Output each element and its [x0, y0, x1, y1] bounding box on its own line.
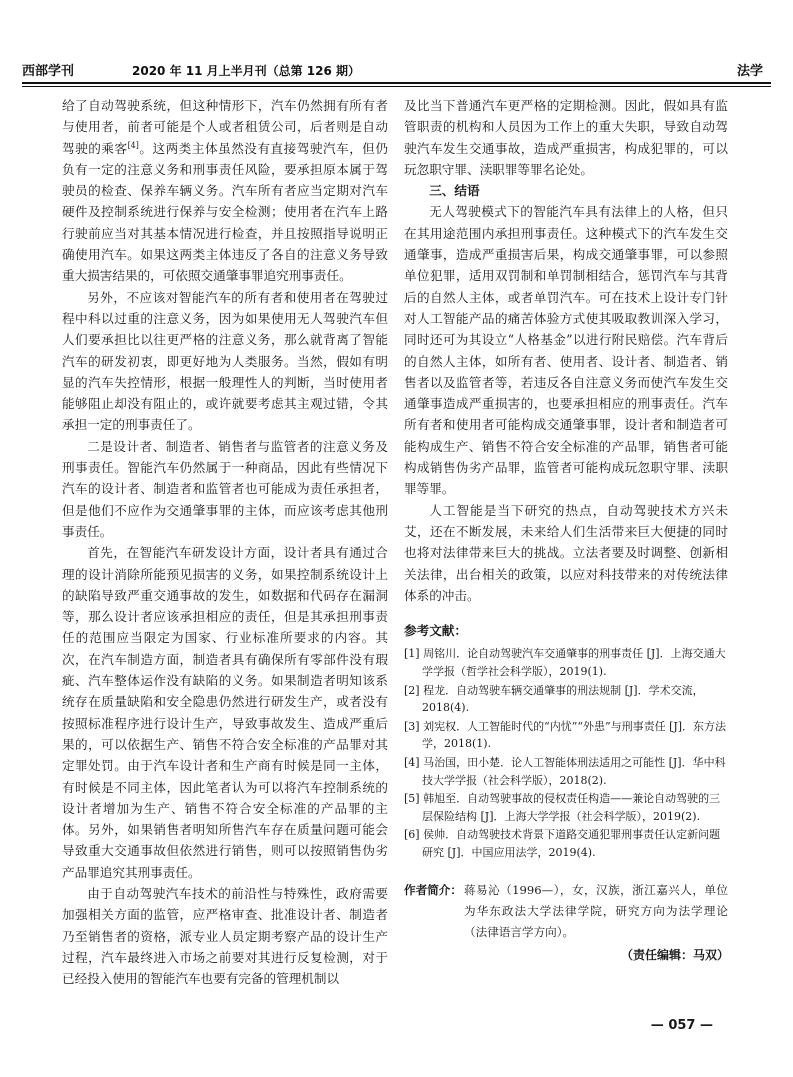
reference-item: [5] 韩旭至．自动驾驶事故的侵权责任构造——兼论自动驾驶的三层保险结构 [J]．上海大学学报（社会科学版），2019(2). [404, 792, 721, 823]
paragraph: 二是设计者、制造者、销售者与监管者的注意义务及刑事责任。智能汽车仍然属于一种商品，因此有些情况下汽车的设计者、制造者和监管者也可能成为责任承担者，但是他们不应作为交通肇事罪的主体，而应该考虑其他刑事责任。 [62, 438, 388, 539]
editor-credit: （责任编辑：马双） [620, 948, 729, 962]
paragraph: 给了自动驾驶系统，但这种情形下，汽车仍然拥有所有者与使用者，前者可能是个人或者租赁公司，后者则是自动驾驶的乘客[4]。这两类主体虽然没有直接驾驶汽车，但仍负有一定的注意义务和刑事责任风险，要承担原本属于驾驶员的检查、保养车辆义务。汽车所有者应当定期对汽车硬件及控制系统进行保养与安全检测；使用者在汽车上路行驶前应当对其基本情况进行检查，并且按照指导说明正确使用汽车。如果这两类主体违反了各自的注意义务导致重大损害结果的，可依照交通肇事罪追究刑事责任。 [62, 98, 389, 284]
left-column [62, 95, 388, 989]
paragraph: 首先，在智能汽车研发设计方面，设计者具有通过合理的设计消除所能预见损害的义务，如果控制系统设计上的缺陷导致严重交通事故的发生，如数据和代码存在漏洞等，那么设计者应该承担相应的责任，但是其承担刑事责任的范围应当限定为国家、行业标准所要求的内容。其次，在汽车制造方面，制造者具有确保所有零部件没有瑕疵、汽车整体运作没有缺陷的义务。如果制造者明知该系统存在质量缺陷和安全隐患仍然进行研发生产，或者没有按照标准程序进行设计生产，导致事故发生、造成严重后果的，可以依据生产、销售不符合安全标准的产品罪对其定罪处罚。由于汽车设计者和生产商有时候是同一主体，有时候是不同主体，因此笔者认为可以将汽车控制系统的设计者增加为生产、销售不符合安全标准的产品罪的主体。另外，如果销售者明知所售汽车存在质量问题可能会导致重大交通事故但依然进行销售，则可以按照销售伪劣产品罪追究其刑事责任。 [62, 545, 388, 880]
journal-name: 西部学刊 [22, 64, 75, 79]
paragraph: 另外，不应该对智能汽车的所有者和使用者在驾驶过程中科以过重的注意义务，因为如果使用无人驾驶汽车但人们要承担比以往更严格的注意义务，那么就背离了智能汽车的研发初衷，即更好地为人类服务。当然，假如有明显的汽车失控情形，根据一般理性人的判断，当时使用者能够阻止却没有阻止的，或许就要考虑其主观过错，令其承担一定的刑事责任了。 [62, 289, 388, 433]
journal-issue: 2020 年 11 月上半月刊（总第 126 期） [132, 64, 361, 78]
header-rule-thin [22, 86, 771, 87]
author-label: 作者简介： [404, 883, 462, 897]
reference-item: [2] 程龙．自动驾驶车辆交通肇事的刑法规制 [J]．学术交流，2018(4). [404, 683, 704, 715]
reference-item: [3] 刘宪权．人工智能时代的“内忧”“外患”与刑事责任 [J]．东方法学，2018(1). [404, 719, 727, 751]
paragraph: 由于自动驾驶汽车技术的前沿性与特殊性，政府需要加强相关方面的监管，应严格审查、批准设计者、制造者乃至销售者的资格，派专业人员定期考察产品的设计生产过程，汽车最终进入市场之前要对其进行反复检测，对于已经投入使用的智能汽车也要有完备的管理机制以 [62, 885, 388, 987]
paragraph: 及比当下普通汽车更严格的定期检测。因此，假如具有监管职责的机构和人员因为工作上的重大失职，导致自动驾驶汽车发生交通事故，造成严重损害，构成犯罪的，可以玩忽职守罪、渎职罪等罪名论处。 [404, 98, 728, 177]
citation-marker: [4] [127, 140, 139, 150]
paragraph: 无人驾驶模式下的智能汽车具有法律上的人格，但只在其用途范围内承担刑事责任。这种模式下的汽车发生交通肇事，造成严重损害后果，构成交通肇事罪，可以参照单位犯罪，适用双罚制和单罚制相结合，惩罚汽车与其背后的自然人主体，或者单罚汽车。可在技术上设计专门针对人工智能产品的痛苦体验方式使其吸取教训深入学习，同时还可为其设立“人格基金”以进行附民赔偿。汽车背后的自然人主体，如所有者、使用者、设计者、制造者、销售者以及监管者等，若违反各自注意义务而使汽车发生交通肇事造成严重损害的，也要承担相应的刑事责任。汽车所有者和使用者可能构成交通肇事罪，设计者和制造者可能构成生产、销售不符合安全标准的产品罪，销售者可能构成销售伪劣产品罪，监管者可能构成玩忽职守罪、渎职罪等罪。 [404, 204, 728, 497]
section-name: 法学 [736, 64, 763, 79]
reference-item: [1] 周铭川．论自动驾驶汽车交通肇事的刑事责任 [J]．上海交通大学学报（哲学社会科学版），2019(1). [404, 647, 726, 679]
paragraph: 人工智能是当下研究的热点，自动驾驶技术方兴未艾，还在不断发展，未来给人们生活带来巨大便捷的同时也将对法律带来巨大的挑战。立法者要及时调整、创新相关法律，出台相关的政策，以应对科技带来的对传统法律体系的冲击。 [404, 502, 728, 603]
section-heading: 三、结语 [429, 183, 480, 199]
right-column [404, 95, 728, 863]
reference-item: [4] 马治国，田小楚．论人工智能体刑法适用之可能性 [J]．华中科技大学学报（社会科学版），2018(2). [404, 755, 726, 787]
header-rule-thick [22, 82, 771, 84]
reference-item: [6] 侯帅．自动驾驶技术背景下道路交通犯罪刑事责任认定新问题研究 [J]．中国应用法学，2019(4). [404, 828, 721, 859]
author-text: 蒋易沁（1996—），女，汉族，浙江嘉兴人，单位为华东政法大学法律学院，研究方向为法学理论（法律语言学方向）。 [464, 883, 728, 939]
references-title: 参考文献： [404, 623, 467, 639]
author-bio [404, 880, 728, 943]
page-number: — 057 — [650, 1018, 713, 1033]
reference-list [404, 645, 728, 861]
page-header [22, 58, 771, 82]
